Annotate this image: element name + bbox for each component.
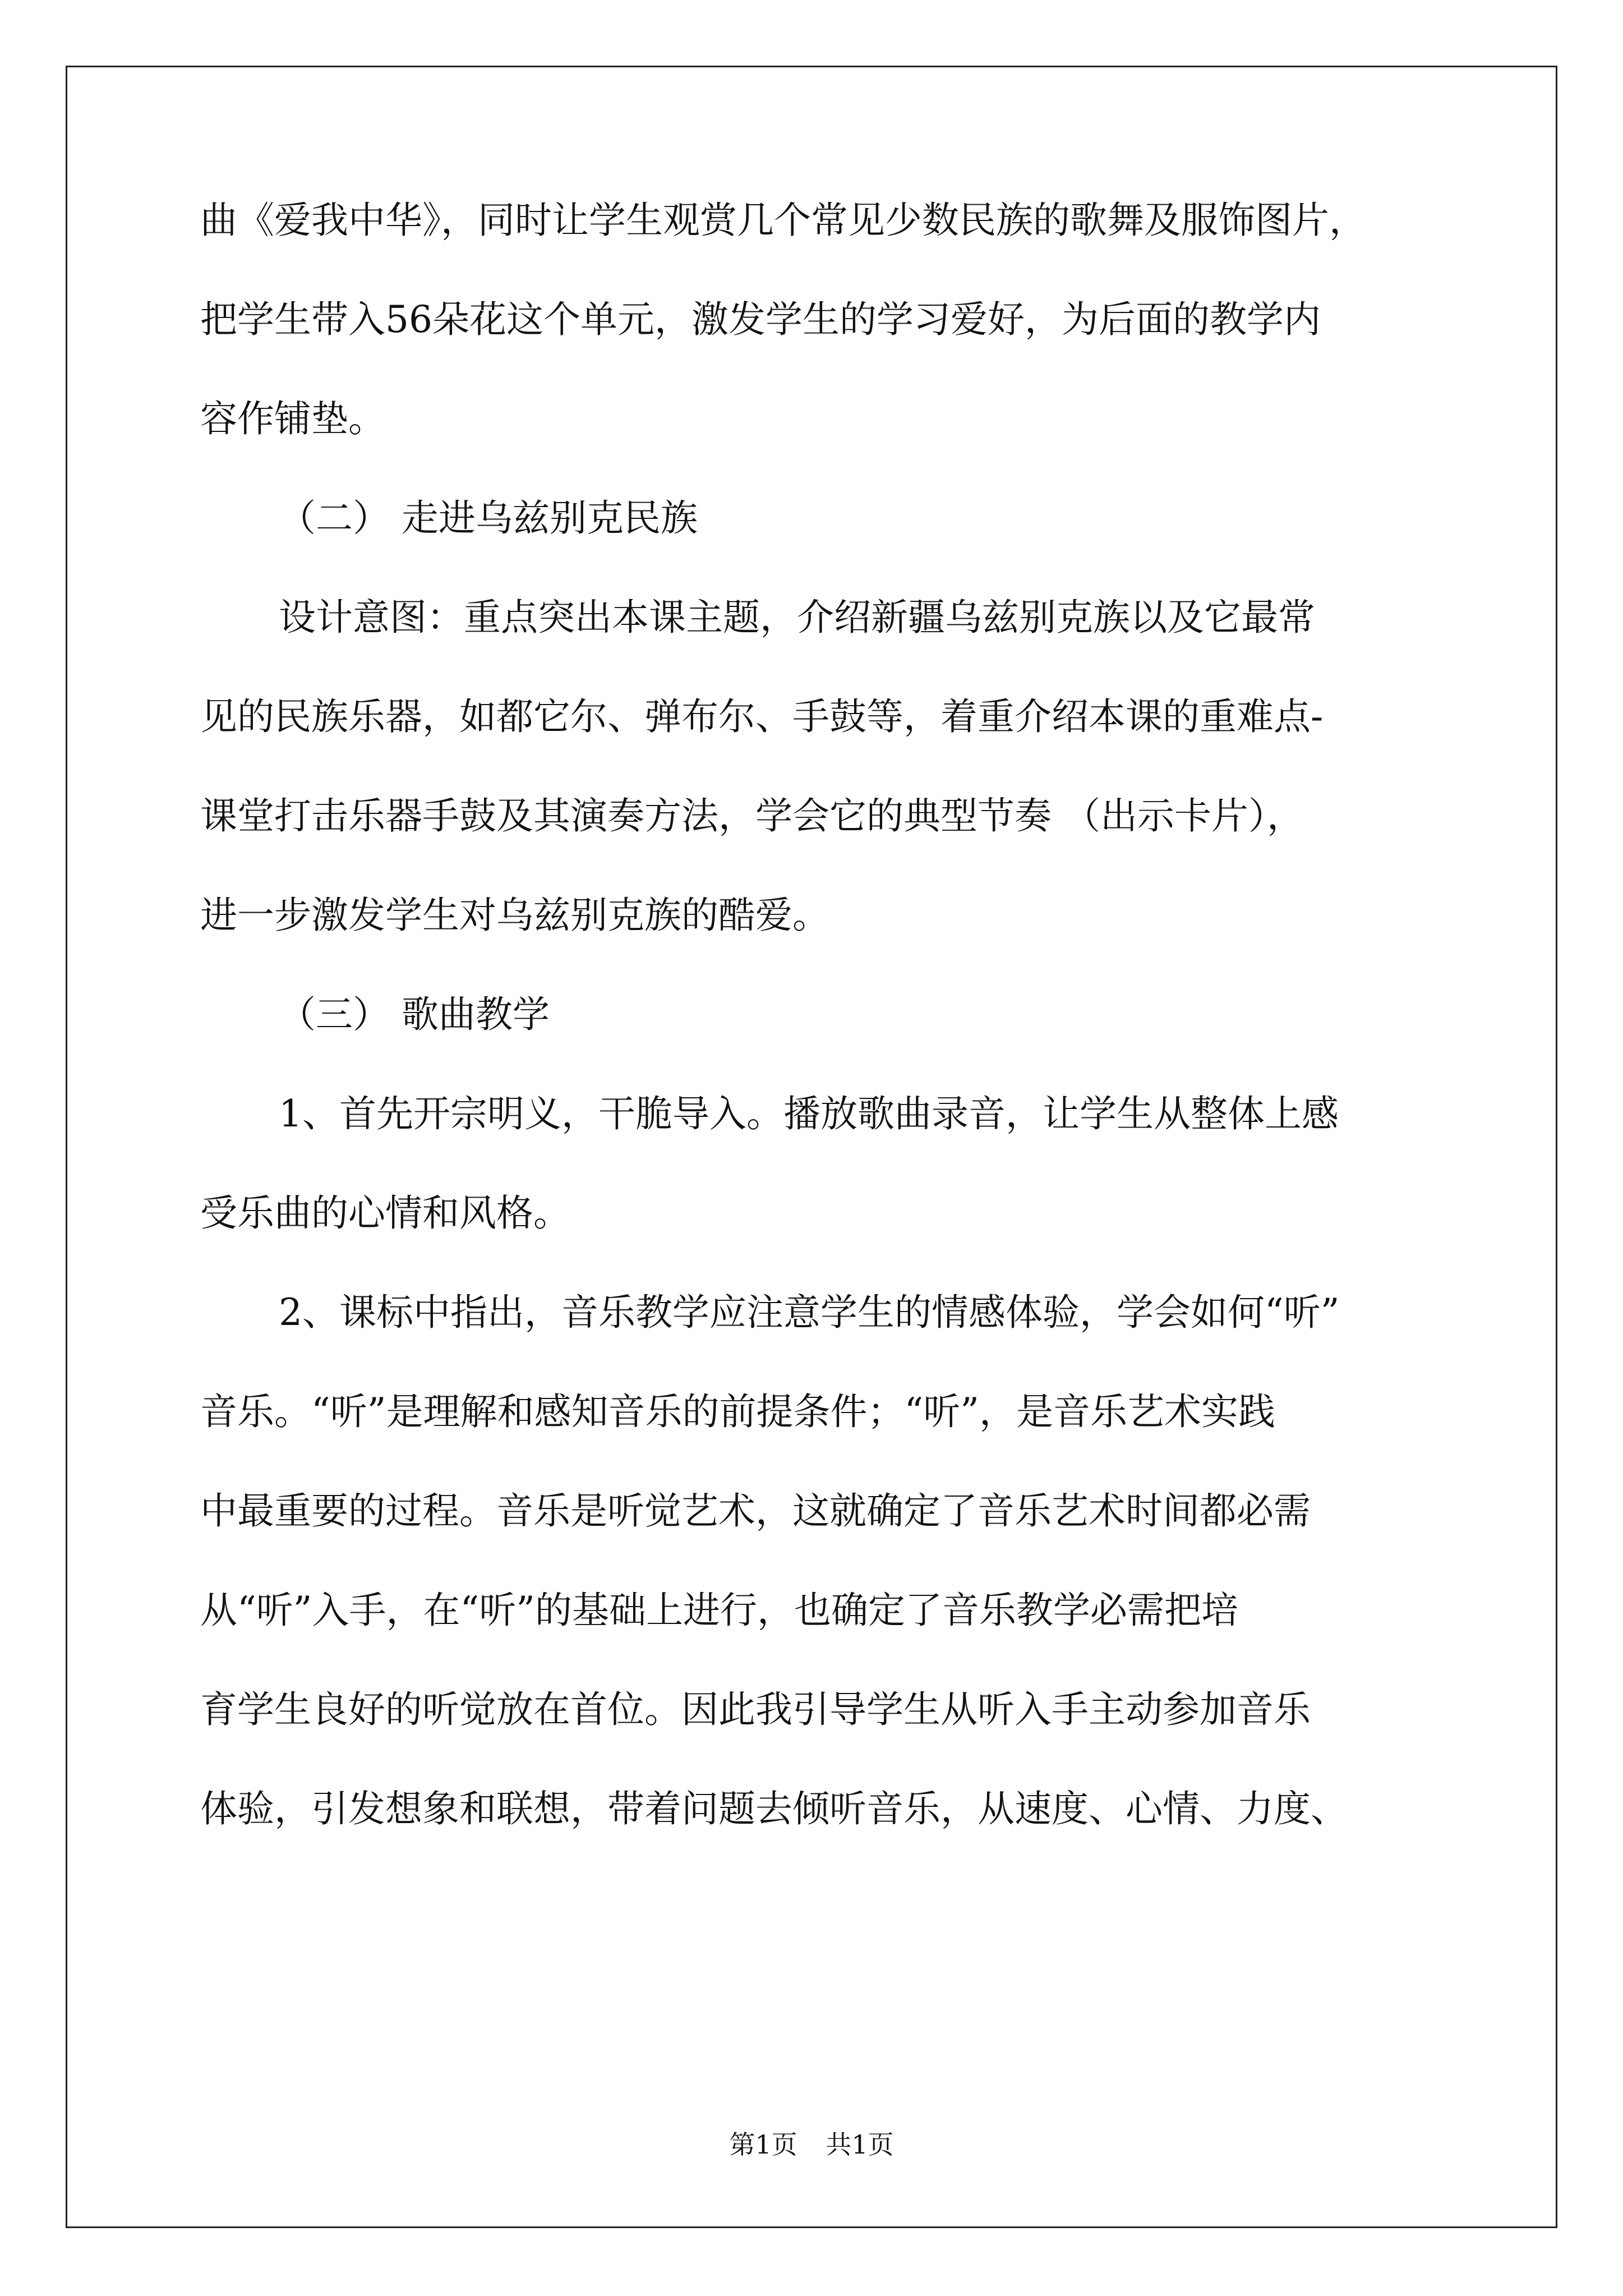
page-border [66,66,1557,2228]
body-line-15: 从“听”入手，在“听”的基础上进行，也确定了音乐教学必需把培 [200,1589,1238,1632]
page-footer [0,2129,1623,2160]
body-line-12: 2、课标中指出，音乐教学应注意学生的情感体验，学会如何“听” [279,1291,1340,1334]
body-line-13: 音乐。“听”是理解和感知音乐的前提条件；“听”，是音乐艺术实践 [200,1390,1275,1433]
page-number-total: 共1页 [826,2129,894,2160]
body-line-14: 中最重要的过程。音乐是听觉艺术，这就确定了音乐艺术时间都必需 [200,1489,1311,1533]
section-heading-3: （三） 歌曲教学 [279,993,550,1036]
body-line-7: 课堂打击乐器手鼓及其演奏方法，学会它的典型节奏 （出示卡片）， [200,794,1304,838]
body-line-3: 容作铺垫。 [200,397,385,440]
body-line-10: 1、首先开宗明义，干脆导入。播放歌曲录音，让学生从整体上感 [279,1092,1339,1135]
body-line-1: 曲《爱我中华》，同时让学生观赏几个常见少数民族的歌舞及服饰图片， [200,199,1366,242]
body-line-5: 设计意图：重点突出本课主题，介绍新疆乌兹别克族以及它最常 [279,596,1315,639]
section-heading-2: （二） 走进乌兹别克民族 [279,496,698,540]
page-number-current: 第1页 [729,2129,797,2160]
body-line-6: 见的民族乐器，如都它尔、弹布尔、手鼓等，着重介绍本课的重难点- [200,695,1324,738]
body-line-2: 把学生带入56朵花这个单元，激发学生的学习爱好，为后面的教学内 [200,298,1321,341]
body-line-17: 体验，引发想象和联想，带着问题去倾听音乐，从速度、心情、力度、 [200,1787,1348,1830]
body-line-8: 进一步激发学生对乌兹别克族的酷爱。 [200,894,829,937]
body-line-11: 受乐曲的心情和风格。 [200,1191,570,1235]
body-line-16: 育学生良好的听觉放在首位。因此我引导学生从听入手主动参加音乐 [200,1688,1311,1731]
